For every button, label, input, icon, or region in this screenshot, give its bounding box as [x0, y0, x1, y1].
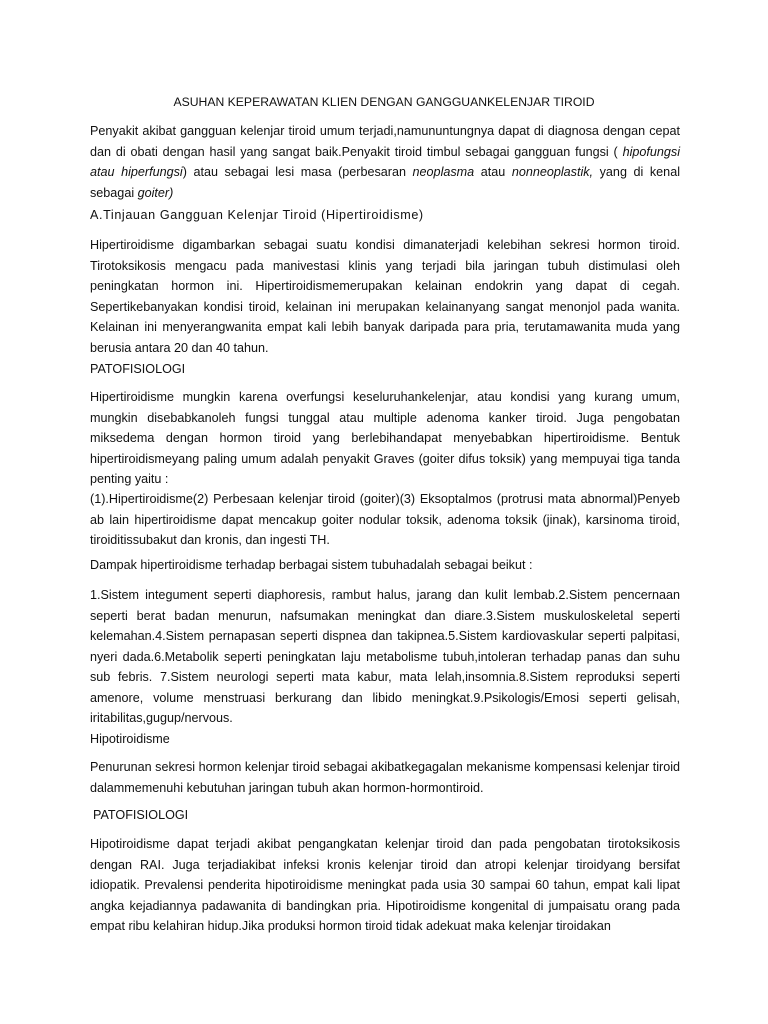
intro-em-2: neoplasma: [412, 165, 475, 179]
intro-paragraph: [90, 121, 680, 203]
hipotiroidisme-heading: Hipotiroidisme: [90, 732, 170, 746]
section-a-heading: A.Tinjauan Gangguan Kelenjar Tiroid (Hipertiroidisme): [90, 208, 424, 222]
intro-text-a: Penyakit akibat gangguan kelenjar tiroid umum terjadi,namununtungnya dapat di diagnosa dengan cepat dan di obati dengan hasil yang sangat baik.Penyakit tiroid timbul sebagai gangguan fungsi (: [90, 124, 680, 159]
document-title: ASUHAN KEPERAWATAN KLIEN DENGAN GANGGUANKELENJAR TIROID: [173, 95, 595, 109]
intro-text-d: yang di kenal sebagai: [90, 165, 680, 200]
intro-em-1: hipofungsi atau hiperfungsi: [90, 144, 680, 179]
dampak-heading: Dampak hipertiroidisme terhadap berbagai sistem tubuhadalah sebagai beikut :: [90, 558, 533, 572]
hipotiroidisme-body: Penurunan sekresi hormon kelenjar tiroid sebagai akibatkegagalan mekanisme kompensasi kelenjar tiroid dalammemenuhi kebutuhan jaringan tubuh akan hormon-hormontiroid.: [90, 760, 680, 795]
patofisiologi-1-body: Hipertiroidisme mungkin karena overfungsi keseluruhankelenjar, atau kondisi yang kurang umum, mungkin disebabkanoleh fungsi tunggal atau multiple adenoma kanker tiroid. Juga pengobatan miksedema dengan hormon tiroid yang berlebihandapat menyebabkan hipertiroidisme. Bentuk hipertiroidismeyang paling umum adalah penyakit Graves (goiter difus toksik) yang mempuyai tiga tanda penting yaitu :: [90, 390, 680, 486]
intro-text-b: ) atau sebagai lesi masa (perbesaran: [182, 165, 413, 179]
patofisiologi-1-heading: PATOFISIOLOGI: [90, 362, 186, 376]
patofisiologi-2-heading: PATOFISIOLOGI: [93, 808, 189, 822]
intro-text-c: atau: [474, 165, 512, 179]
dampak-body: 1.Sistem integument seperti diaphoresis, rambut halus, jarang dan kulit lembab.2.Sistem pencernaan seperti berat badan menurun, nafsumakan meningkat dan diare.3.Sistem muskuloskeletal seperti kelemahan.4.Sistem pernapasan seperti dispnea dan takipnea.5.Sistem kardiovaskular seperti palpitasi, nyeri dada.6.Metabolik seperti peningkatan laju metabolisme tubuh,intoleran terhadap panas dan suhu sub febris. 7.Sistem neurologi seperti mata kabur, mata lelah,insomnia.8.Sistem reproduksi seperti amenore, volume menstruasi berkurang dan libido meningkat.9.Psikologis/Emosi seperti gelisah, iritabilitas,gugup/nervous.: [90, 588, 680, 725]
patofisiologi-2-body: Hipotiroidisme dapat terjadi akibat pengangkatan kelenjar tiroid dan pada pengobatan tirotoksikosis dengan RAI. Juga terjadiakibat infeksi kronis kelenjar tiroid dan atropi kelenjar tiroidyang bersifat idiopatik. Prevalensi penderita hipotiroidisme meningkat pada usia 30 sampai 60 tahun, empat kali lipat angka kejadiannya padawanita di bandingkan pria. Hipotiroidisme kongenital di jumpaisatu orang pada empat ribu kelahiran hidup.Jika produksi hormon tiroid tidak adekuat maka kelenjar tiroidakan: [90, 837, 680, 933]
signs-paragraph: (1).Hipertiroidisme(2) Perbesaan kelenjar tiroid (goiter)(3) Eksoptalmos (protrusi mata abnormal)Penyeb ab lain hipertiroidisme dapat mencakup goiter nodular toksik, adenoma toksik (jinak), karsinoma tiroid, tiroiditissubakut dan kronis, dan ingesti TH.: [90, 492, 680, 547]
intro-em-4: goiter): [137, 185, 174, 200]
intro-em-3: nonneoplastik,: [511, 165, 594, 179]
section-a-body: Hipertiroidisme digambarkan sebagai suatu kondisi dimanaterjadi kelebihan sekresi hormon tiroid. Tirotoksikosis mengacu pada manivestasi klinis yang terjadi bila jaringan tubuh distimulasi oleh peningkatan hormon ini. Hipertiroidismemerupakan kelainan endokrin yang dapat di cegah. Sepertikebanyakan kondisi tiroid, kelainan ini merupakan kelainanyang sangat menonjol pada wanita. Kelainan ini menyerangwanita empat kali lebih banyak daripada para pria, terutamawanita muda yang berusia antara 20 dan 40 tahun.: [90, 238, 680, 355]
